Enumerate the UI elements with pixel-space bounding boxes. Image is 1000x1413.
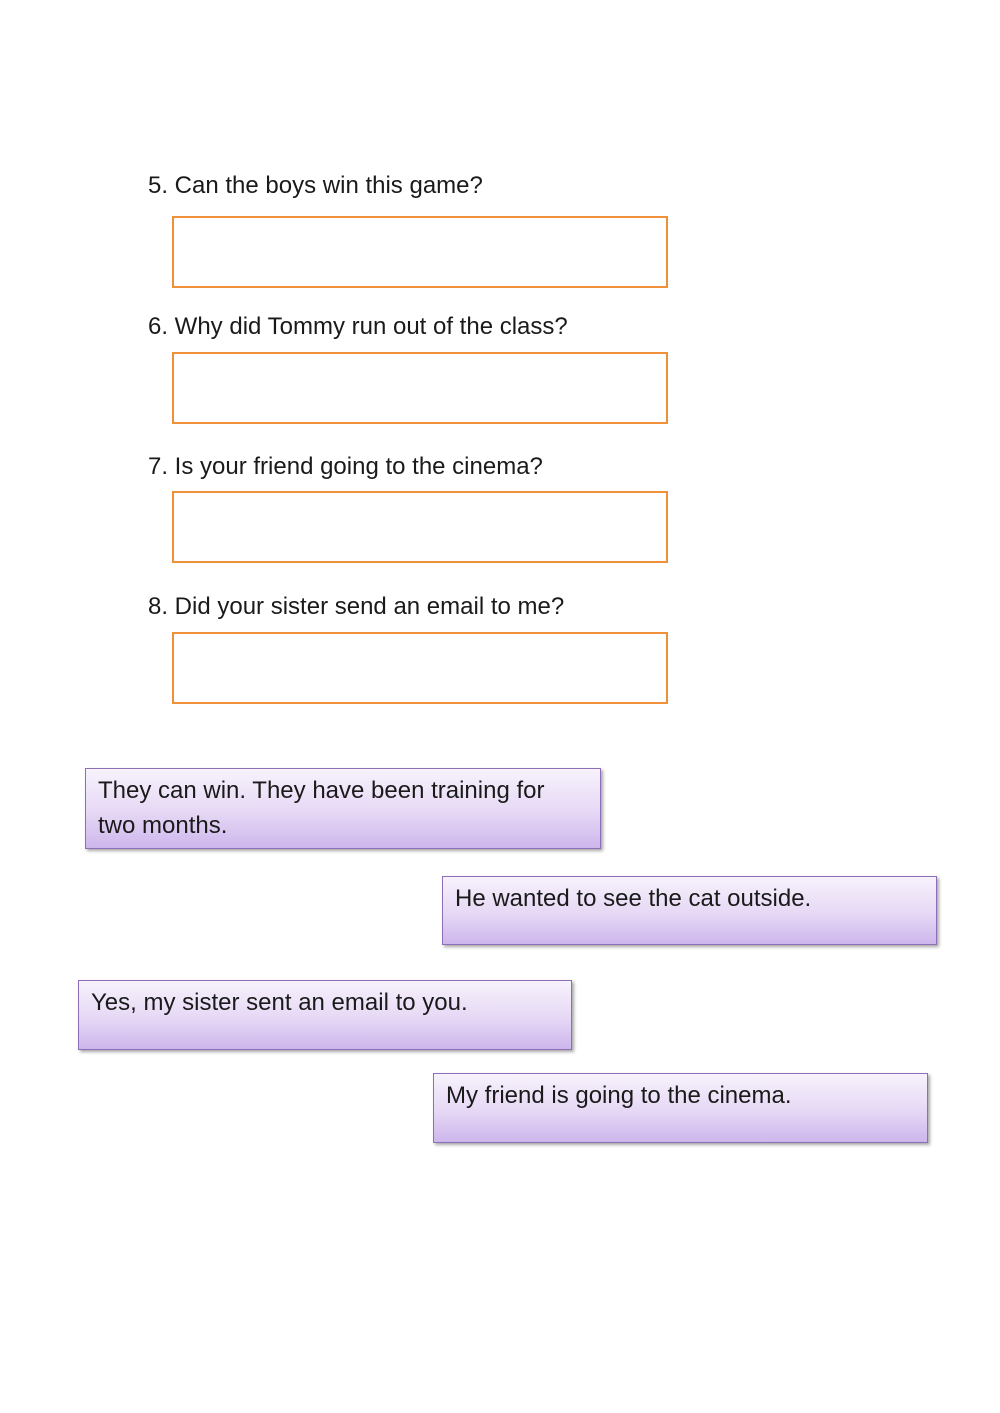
answer-card-friend-going-cinema[interactable]: My friend is going to the cinema. xyxy=(433,1073,928,1143)
question-8: 8. Did your sister send an email to me? xyxy=(148,593,565,620)
answer-drop-box-7[interactable] xyxy=(172,491,668,563)
answer-drop-box-5[interactable] xyxy=(172,216,668,288)
answer-card-sister-sent-email[interactable]: Yes, my sister sent an email to you. xyxy=(78,980,572,1050)
answer-drop-box-6[interactable] xyxy=(172,352,668,424)
question-7: 7. Is your friend going to the cinema? xyxy=(148,453,543,480)
question-6: 6. Why did Tommy run out of the class? xyxy=(148,313,568,340)
answer-drop-box-8[interactable] xyxy=(172,632,668,704)
answer-card-they-can-win[interactable]: They can win. They have been training for two months. xyxy=(85,768,601,849)
question-5: 5. Can the boys win this game? xyxy=(148,172,483,199)
answer-card-wanted-to-see-cat[interactable]: He wanted to see the cat outside. xyxy=(442,876,937,945)
